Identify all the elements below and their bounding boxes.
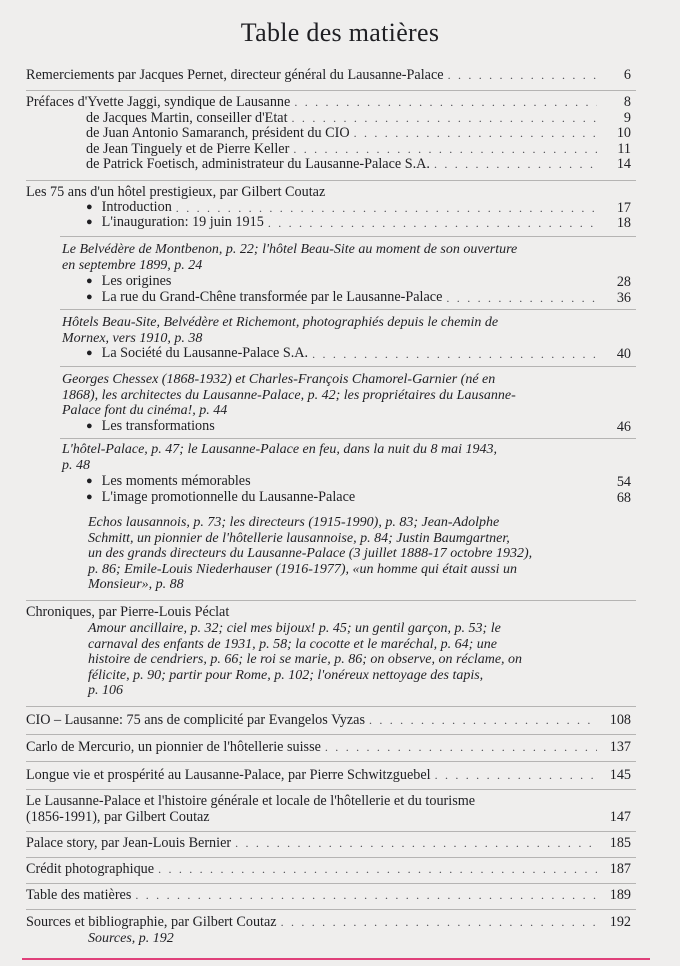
separator bbox=[26, 909, 636, 910]
caption-line: un des grands directeurs du Lausanne-Palace (3 juillet 1888-17 octobre 1932), bbox=[88, 546, 533, 562]
caption-line: carnaval des enfants de 1931, p. 58; la cocotte et le maréchal, p. 64; une bbox=[88, 636, 498, 652]
toc-entry-text: Chroniques, par Pierre-Louis Péclat bbox=[26, 604, 230, 620]
toc-page-number: 11 bbox=[617, 140, 631, 157]
toc-entry-sources bbox=[26, 915, 631, 946]
separator bbox=[26, 831, 636, 832]
bottom-rule bbox=[22, 958, 650, 960]
toc-entry-75-ans bbox=[26, 185, 631, 232]
toc-leader bbox=[281, 915, 597, 931]
page-title: Table des matières bbox=[240, 18, 440, 47]
caption-line: histoire de cendriers, p. 66; le roi se marie, p. 86; on observe, on réclame, on bbox=[88, 652, 523, 668]
toc-page-number: 68 bbox=[616, 489, 631, 506]
toc-leader bbox=[354, 126, 597, 142]
toc-page-number: 192 bbox=[609, 914, 631, 930]
toc-bullet-text: ● La Société du Lausanne-Palace S.A. bbox=[86, 346, 308, 363]
toc-leader bbox=[135, 888, 597, 904]
toc-bullet-text: ● Les moments mémorables bbox=[86, 474, 251, 491]
toc-page-number: 8 bbox=[623, 94, 631, 110]
toc-page-number: 137 bbox=[609, 739, 631, 755]
separator bbox=[26, 857, 636, 858]
toc-page-number: 40 bbox=[616, 346, 631, 362]
caption-line: en septembre 1899, p. 24 bbox=[62, 257, 203, 273]
toc-page-number: 18 bbox=[616, 215, 631, 231]
toc-page-number: 46 bbox=[616, 419, 631, 435]
caption-line: Schmitt, un pionnier de l'hôtellerie lausannoise, p. 84; Justin Baumgartner, bbox=[88, 530, 510, 546]
toc-bullet-text: ● Les transformations bbox=[86, 419, 215, 436]
toc-caption-block bbox=[62, 242, 631, 273]
toc-entry-text: Remerciements par Jacques Pernet, directeur général du Lausanne-Palace bbox=[26, 67, 444, 83]
toc-leader bbox=[268, 216, 597, 232]
toc-entry-chroniques bbox=[26, 605, 631, 621]
toc-entry-text: Longue vie et prospérité au Lausanne-Palace, par Pierre Schwitzguebel bbox=[26, 767, 431, 783]
toc-leader bbox=[435, 768, 597, 784]
toc-page-number: 185 bbox=[609, 835, 631, 851]
separator bbox=[60, 309, 636, 310]
caption-line: Hôtels Beau-Site, Belvédère et Richemont, photographiés depuis le chemin de bbox=[62, 315, 499, 330]
caption-line: Sources, p. 192 bbox=[88, 930, 174, 946]
toc-subentry-text: de Jean Tinguely et de Pierre Keller bbox=[86, 140, 290, 157]
caption-line: Palace font du cinéma!, p. 44 bbox=[62, 403, 228, 419]
toc-page-number: 187 bbox=[609, 861, 631, 877]
separator bbox=[60, 438, 636, 439]
toc-entry-remerciements bbox=[26, 68, 631, 84]
toc-leader bbox=[158, 862, 597, 878]
caption-line: Echos lausannois, p. 73; les directeurs (1915-1990), p. 83; Jean-Adolphe bbox=[88, 515, 500, 530]
toc-entry-text: Le Lausanne-Palace et l'histoire générale et locale de l'hôtellerie et du tourisme bbox=[26, 793, 476, 809]
caption-line: Le Belvédère de Montbenon, p. 22; l'hôtel Beau-Site au moment de son ouverture bbox=[62, 242, 518, 257]
caption-line: Amour ancillaire, p. 32; ciel mes bijoux! p. 45; un gentil garçon, p. 53; le bbox=[88, 621, 501, 636]
caption-line: Mornex, vers 1910, p. 38 bbox=[62, 330, 203, 346]
toc-page-number: 147 bbox=[609, 808, 631, 825]
toc-entry-mercurio bbox=[26, 740, 631, 756]
toc-subentry-text: de Juan Antonio Samaranch, président du CIO bbox=[86, 125, 350, 141]
separator bbox=[26, 734, 636, 735]
toc-entry-longue-vie bbox=[26, 768, 631, 784]
caption-line: Georges Chessex (1868-1932) et Charles-François Chamorel-Garnier (né en bbox=[62, 372, 496, 387]
toc-entry-text: Table des matières bbox=[26, 887, 132, 903]
toc-leader bbox=[448, 68, 597, 84]
toc-bullet-text: ● L'image promotionnelle du Lausanne-Palace bbox=[86, 490, 355, 507]
toc-page-number: 36 bbox=[616, 289, 631, 306]
separator bbox=[26, 600, 636, 601]
toc-entry-cio bbox=[26, 713, 631, 729]
toc-leader bbox=[446, 291, 597, 307]
caption-line: Monsieur», p. 88 bbox=[88, 577, 184, 593]
toc-bullet-text: ● Introduction bbox=[86, 200, 172, 217]
toc-bullet-text: ● L'inauguration: 19 juin 1915 bbox=[86, 215, 264, 232]
separator bbox=[26, 789, 636, 790]
separator bbox=[26, 706, 636, 707]
toc-bullets bbox=[26, 475, 631, 506]
toc-entry-text: Sources et bibliographie, par Gilbert Coutaz bbox=[26, 914, 277, 930]
separator bbox=[60, 366, 636, 367]
caption-line: félicite, p. 90; partir pour Rome, p. 102; l'onéreux nettoyage des tapis, bbox=[88, 667, 484, 683]
toc-entry-table bbox=[26, 888, 631, 904]
toc-leader bbox=[312, 347, 597, 363]
toc-entry-text: Palace story, par Jean-Louis Bernier bbox=[26, 835, 232, 851]
caption-line: L'hôtel-Palace, p. 47; le Lausanne-Palace en feu, dans la nuit du 8 mai 1943, bbox=[62, 442, 497, 457]
toc-page-number: 9 bbox=[623, 109, 631, 126]
toc-page-number: 17 bbox=[616, 199, 631, 216]
toc-bullets bbox=[26, 347, 631, 363]
toc-leader bbox=[294, 95, 597, 111]
separator bbox=[26, 90, 636, 91]
toc-page-number: 189 bbox=[609, 887, 631, 903]
toc-bullet-text: ● Les origines bbox=[86, 274, 171, 291]
toc-page-number: 6 bbox=[623, 67, 631, 83]
caption-line: p. 86; Emile-Louis Niederhauser (1916-1977), «un homme qui était aussi un bbox=[88, 561, 518, 577]
toc-entry-text: CIO – Lausanne: 75 ans de complicité par Evangelos Vyzas bbox=[26, 712, 365, 728]
toc-entry-text: Crédit photographique bbox=[26, 861, 155, 877]
separator bbox=[60, 236, 636, 237]
toc-leader bbox=[434, 157, 597, 173]
toc-leader bbox=[293, 142, 597, 158]
toc-page-number: 10 bbox=[616, 125, 631, 141]
toc-leader bbox=[325, 740, 597, 756]
toc-caption-block bbox=[62, 372, 631, 419]
toc-caption-block bbox=[88, 515, 628, 593]
separator bbox=[26, 883, 636, 884]
toc-leader bbox=[369, 713, 597, 729]
caption-line: p. 48 bbox=[62, 457, 90, 473]
toc-entry-histoire bbox=[26, 794, 631, 825]
toc-entry-credit bbox=[26, 862, 631, 878]
toc-bullets bbox=[26, 420, 631, 436]
separator bbox=[26, 761, 636, 762]
toc-caption-block bbox=[62, 315, 631, 346]
toc-subentry-text: de Patrick Foetisch, administrateur du Lausanne-Palace S.A. bbox=[86, 156, 430, 172]
toc-page-number: 108 bbox=[609, 712, 631, 728]
toc-page-number: 54 bbox=[616, 474, 631, 490]
toc-caption-block bbox=[62, 442, 631, 473]
toc-entry-text: Préfaces d'Yvette Jaggi, syndique de Lausanne bbox=[26, 94, 291, 110]
toc-subentry-text: de Jacques Martin, conseiller d'Etat bbox=[86, 109, 288, 126]
toc-bullet-text: ● La rue du Grand-Chêne transformée par le Lausanne-Palace bbox=[86, 290, 442, 307]
toc-page-number: 28 bbox=[616, 274, 631, 290]
toc-entry-text: Les 75 ans d'un hôtel prestigieux, par Gilbert Coutaz bbox=[26, 184, 326, 200]
toc-leader bbox=[235, 836, 597, 852]
toc-page-number: 145 bbox=[609, 767, 631, 783]
toc-entry-palace-story bbox=[26, 836, 631, 852]
caption-line: p. 106 bbox=[88, 683, 123, 699]
toc-entry-text: (1856-1991), par Gilbert Coutaz bbox=[26, 808, 210, 825]
toc-entry-text: Carlo de Mercurio, un pionnier de l'hôtellerie suisse bbox=[26, 739, 321, 755]
toc-caption-block bbox=[88, 621, 628, 699]
toc-entry-prefaces bbox=[26, 95, 631, 173]
toc-leader bbox=[292, 111, 597, 127]
caption-line: 1868), les architectes du Lausanne-Palace, p. 42; les propriétaires du Lausanne- bbox=[62, 387, 516, 403]
toc-bullets bbox=[26, 275, 631, 306]
toc-page-number: 14 bbox=[616, 156, 631, 172]
separator bbox=[26, 180, 636, 181]
